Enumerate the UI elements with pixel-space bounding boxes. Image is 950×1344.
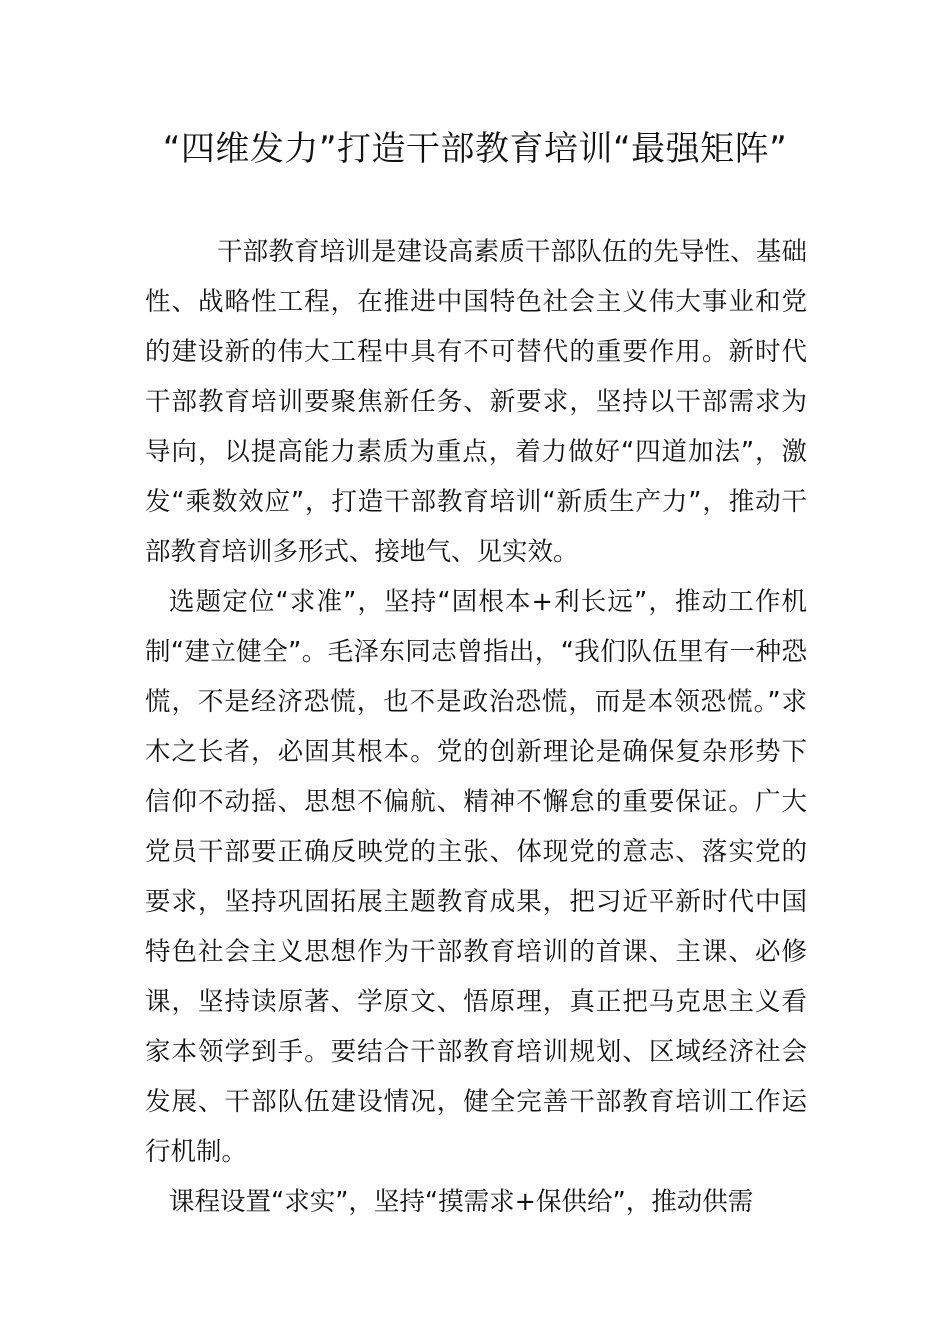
paragraph-intro: 干部教育培训是建设高素质干部队伍的先导性、基础性、战略性工程，在推进中国特色社会主义伟大事业和党的建设新的伟大工程中具有不可替代的重要作用。新时代干部教育培训要聚焦新任务、新要求，坚持以干部需求为导向，以提高能力素质为重点，着力做好“四道加法”，激发“乘数效应”，打造干部教育培训“新质生产力”，推动干部教育培训多形式、接地气、见实效。 <box>145 237 807 567</box>
document-title: “四维发力”打造干部教育培训“最强矩阵” <box>162 129 788 169</box>
paragraph-course-setting: 课程设置“求实”，坚持“摸需求+保供给”，推动供需 <box>169 1187 754 1217</box>
document-body <box>145 227 807 1227</box>
paragraph-topic-positioning: 选题定位“求准”，坚持“固根本+利长远”，推动工作机制“建立健全”。毛泽东同志曾指出，“我们队伍里有一种恐慌，不是经济恐慌，也不是政治恐慌，而是本领恐慌。”求木之长者，必固其根本。党的创新理论是确保复杂形势下信仰不动摇、思想不偏航、精神不懈怠的重要保证。广大党员干部要正确反映党的主张、体现党的意志、落实党的要求，坚持巩固拓展主题教育成果，把习近平新时代中国特色社会主义思想作为干部教育培训的首课、主课、必修课，坚持读原著、学原文、悟原理，真正把马克思主义看家本领学到手。要结合干部教育培训规划、区域经济社会发展、干部队伍建设情况，健全完善干部教育培训工作运行机制。 <box>145 587 807 1167</box>
